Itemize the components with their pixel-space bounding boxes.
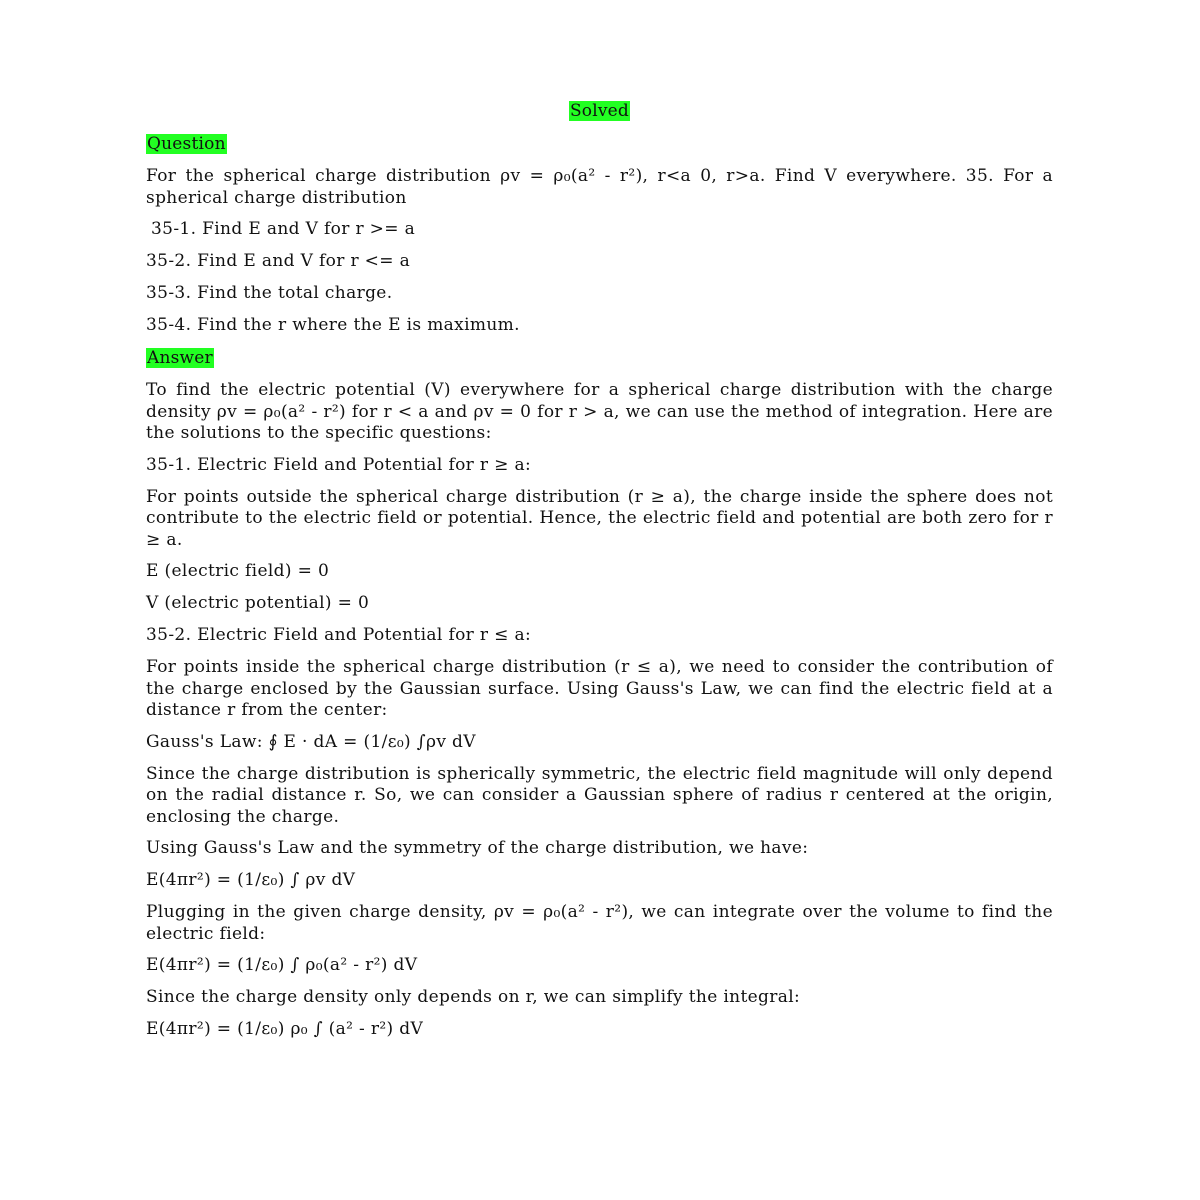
answer-intro: To find the electric potential (V) everywhere for a spherical charge distribution with the charge density ρv = ρ₀(a² - r²) for r < a and ρv = 0 for r > a, we can use the method of integration. Here are the solutions to the specific questions:: [146, 380, 1053, 443]
question-item-35-2: 35-2. Find E and V for r <= a: [146, 251, 411, 271]
question-item-35-3: 35-3. Find the total charge.: [146, 283, 393, 303]
answer-heading-35-2: 35-2. Electric Field and Potential for r ≤ a:: [146, 625, 532, 645]
answer-label: Answer: [147, 348, 213, 368]
answer-gauss-law: Gauss's Law: ∮ E · dA = (1/ε₀) ∫ρv dV: [146, 731, 476, 752]
answer-heading-35-1: 35-1. Electric Field and Potential for r ≥ a:: [146, 454, 532, 475]
answer-paragraph-simplify: Since the charge density only depends on r, we can simplify the integral:: [146, 987, 801, 1007]
answer-paragraph-inside: For points inside the spherical charge distribution (r ≤ a), we need to consider the contribution of the charge enclosed by the Gaussian surface. Using Gauss's Law, we can find the electric field at a distance r from the center:: [146, 657, 1053, 720]
question-item-35-4: 35-4. Find the r where the E is maximum.: [146, 315, 520, 335]
question-label-row: [146, 133, 1053, 157]
document-page: [146, 100, 1053, 1051]
answer-equation-3: E(4πr²) = (1/ε₀) ρ₀ ∫ (a² - r²) dV: [146, 1019, 424, 1039]
answer-paragraph-outside: For points outside the spherical charge distribution (r ≥ a), the charge inside the sphere does not contribute to the electric field or potential. Hence, the electric field and potential are both zero for r ≥ a.: [146, 486, 1053, 550]
answer-equation-e: E (electric field) = 0: [146, 561, 330, 581]
answer-paragraph-plugging: Plugging in the given charge density, ρv = ρ₀(a² - r²), we can integrate over the volume to find the electric field:: [146, 902, 1053, 944]
answer-equation-v: V (electric potential) = 0: [146, 593, 370, 613]
answer-paragraph-using-gauss: Using Gauss's Law and the symmetry of the charge distribution, we have:: [146, 838, 809, 858]
answer-equation-2: E(4πr²) = (1/ε₀) ∫ ρ₀(a² - r²) dV: [146, 955, 418, 975]
question-item-35-1: 35-1. Find E and V for r >= a: [151, 219, 416, 239]
answer-equation-1: E(4πr²) = (1/ε₀) ∫ ρv dV: [146, 870, 356, 890]
answer-paragraph-symmetry: Since the charge distribution is spherically symmetric, the electric field magnitude will only depend on the radial distance r. So, we can consider a Gaussian sphere of radius r centered at the origin, enclosing the charge.: [146, 763, 1053, 827]
question-label: Question: [147, 134, 226, 154]
question-paragraph: For the spherical charge distribution ρv = ρ₀(a² - r²), r<a 0, r>a. Find V everywhere. 35. For a spherical charge distribution: [146, 166, 1053, 208]
title-row: [146, 100, 1053, 124]
answer-label-row: [146, 347, 1053, 371]
document-title: Solved: [569, 101, 630, 121]
